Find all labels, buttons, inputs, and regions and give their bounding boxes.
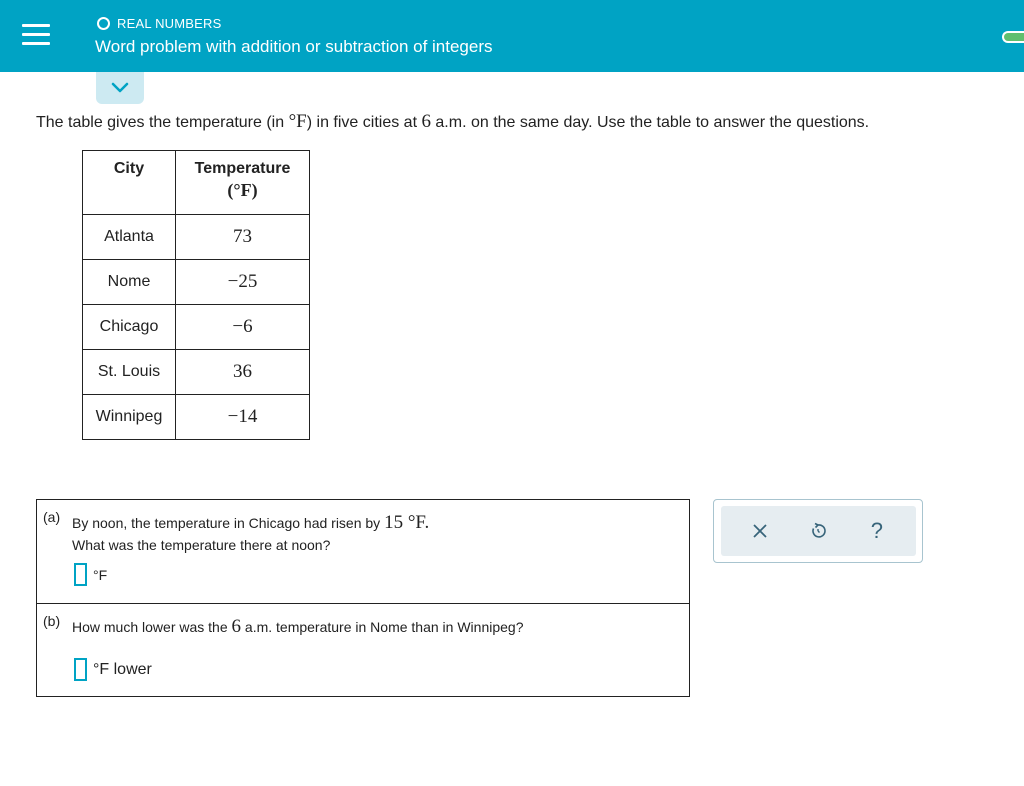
part-b-answer-row (74, 658, 152, 681)
part-a-question-line2: What was the temperature there at noon? (72, 537, 331, 553)
table-row (83, 260, 310, 305)
header-temperature (176, 151, 310, 215)
part-b-question (72, 616, 524, 638)
part-b-time: 6 (231, 616, 242, 637)
page-title: Word problem with addition or subtraction of integers (95, 37, 493, 56)
part-a-rise-value: 15 °F. (384, 512, 430, 533)
temperature-table (82, 150, 310, 440)
close-icon (752, 523, 768, 539)
topic-label: REAL NUMBERS (117, 16, 222, 31)
city-cell: Nome (83, 260, 176, 305)
city-cell: Chicago (83, 305, 176, 350)
part-a-answer-row (74, 563, 107, 586)
part-a (37, 500, 689, 604)
part-a-unit: °F (93, 566, 108, 583)
prompt-unit: °F (288, 111, 307, 132)
part-b-text-start: How much lower was the (72, 619, 232, 635)
prompt-text-middle: ) in five cities at (306, 114, 422, 131)
question-parts (36, 499, 690, 697)
table-row (83, 305, 310, 350)
city-cell: Winnipeg (83, 395, 176, 440)
clear-button[interactable] (747, 518, 773, 544)
part-a-label: (a) (43, 509, 61, 525)
topic-circle-icon (97, 17, 110, 30)
part-b (37, 604, 689, 696)
undo-icon (809, 522, 827, 540)
table-row (83, 215, 310, 260)
top-bar (0, 0, 1024, 72)
hamburger-menu-icon[interactable] (22, 24, 50, 48)
part-a-question-line1 (72, 512, 429, 534)
part-b-unit: °F lower (93, 660, 152, 678)
chevron-down-icon (110, 82, 130, 94)
part-b-text-end: a.m. temperature in Nome than in Winnipeg? (241, 619, 524, 635)
part-a-answer-input[interactable] (74, 563, 87, 586)
answer-tools-panel (713, 499, 923, 563)
collapse-toggle-button[interactable] (96, 72, 144, 104)
city-cell: Atlanta (83, 215, 176, 260)
header-temperature-unit: (°F) (227, 180, 258, 200)
undo-button[interactable] (805, 518, 831, 544)
temperature-cell: −6 (176, 305, 310, 350)
prompt-text-start: The table gives the temperature (in (36, 114, 289, 131)
prompt-text-end: a.m. on the same day. Use the table to answer the questions. (430, 114, 870, 131)
help-icon: ? (870, 518, 883, 543)
topic-row (97, 16, 222, 31)
prompt-time: 6 (421, 111, 431, 132)
city-cell: St. Louis (83, 350, 176, 395)
table-row (83, 350, 310, 395)
header-city: City (83, 151, 176, 215)
header-temperature-label: Temperature (194, 160, 291, 177)
temperature-cell: −25 (176, 260, 310, 305)
progress-indicator[interactable] (1002, 31, 1024, 43)
part-b-label: (b) (43, 613, 61, 629)
temperature-cell: 73 (176, 215, 310, 260)
table-row (83, 395, 310, 440)
answer-tools-bar (721, 506, 916, 556)
problem-prompt (36, 111, 869, 133)
help-button[interactable] (864, 518, 890, 544)
temperature-cell: 36 (176, 350, 310, 395)
part-a-text: By noon, the temperature in Chicago had risen by (72, 515, 385, 531)
table-header-row (83, 151, 310, 215)
temperature-cell: −14 (176, 395, 310, 440)
part-b-answer-input[interactable] (74, 658, 87, 681)
